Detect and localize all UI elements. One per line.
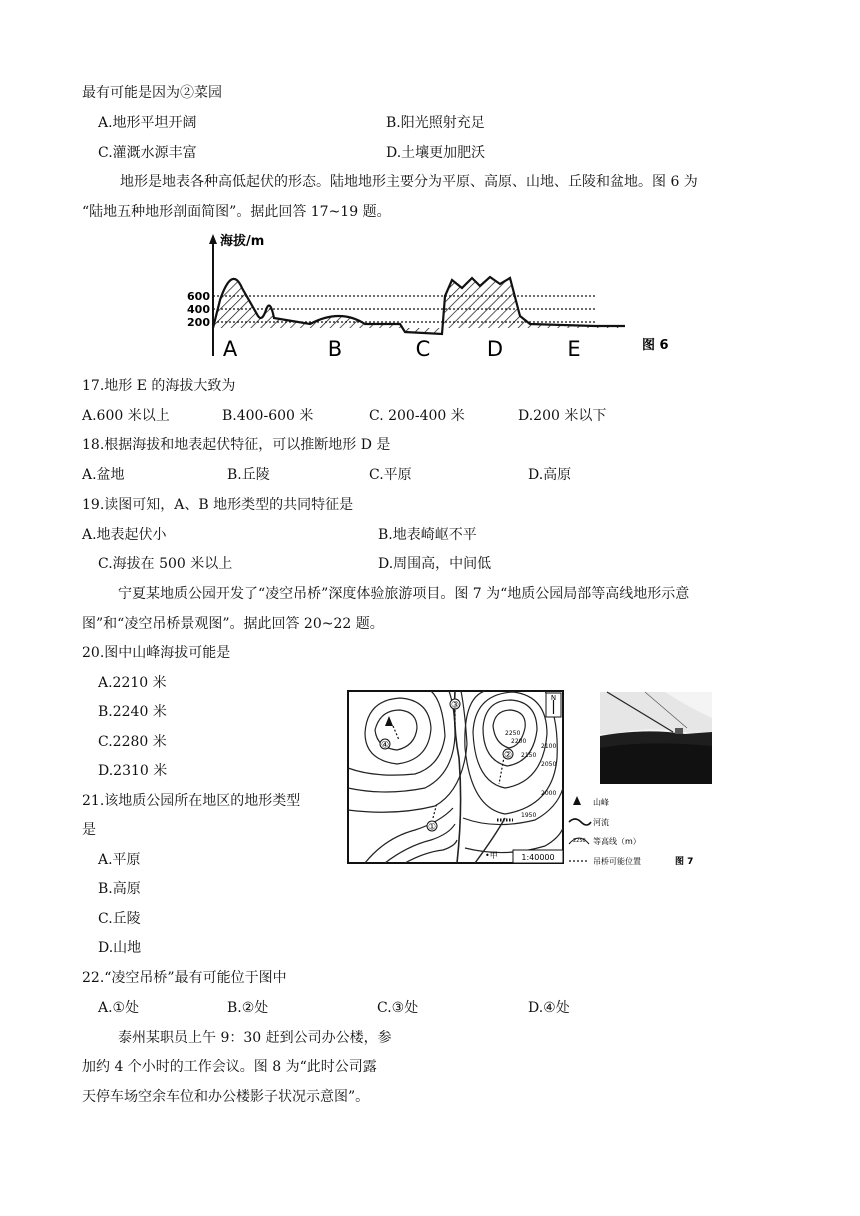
- terrain-letter-c: C: [415, 337, 431, 361]
- contour-label-2100: 2100: [541, 743, 557, 750]
- terrain-letter-e: E: [567, 337, 581, 361]
- marker-1: ①: [427, 822, 437, 833]
- marker-3: ③: [450, 700, 460, 711]
- q20-option-d: D.2310 米: [98, 763, 168, 779]
- contour-label-2000: 2000: [541, 790, 557, 797]
- q16-option-d: D.土壤更加肥沃: [386, 145, 486, 161]
- figure-6-terrain-profile: [180, 230, 680, 365]
- q20-stem: 20.图中山峰海拔可能是: [82, 645, 231, 661]
- figure-7-contour-map: [345, 688, 725, 870]
- legend-contour-number: 2250: [573, 838, 586, 844]
- q18-option-c: C.平原: [369, 467, 412, 483]
- parking-intro-line3: 天停车场空余车位和办公楼影子状况示意图”。: [82, 1089, 370, 1105]
- terrain-letter-a: A: [222, 337, 238, 361]
- q16-option-b: B.阳光照射充足: [386, 115, 485, 131]
- q19-option-a: A.地表起伏小: [82, 527, 167, 543]
- figure-7-caption: 图 7: [675, 857, 694, 867]
- terrain-letter-b: B: [327, 337, 343, 361]
- north-label: N: [550, 694, 557, 702]
- legend-contour: 等高线（m）: [593, 837, 641, 846]
- park-intro-line1: 宁夏某地质公园开发了“凌空吊桥”深度体验旅游项目。图 7 为“地质公园局部等高线地形示意: [118, 586, 690, 602]
- q17-option-d: D.200 米以下: [518, 408, 607, 424]
- peak-legend-icon: [573, 796, 581, 805]
- lead-line: 最有可能是因为②菜园: [82, 85, 222, 101]
- terrain-intro-line2: “陆地五种地形剖面简图”。据此回答 17~19 题。: [82, 204, 391, 220]
- q16-option-c: C.灌溉水源丰富: [98, 145, 197, 161]
- legend-peak: 山峰: [593, 798, 609, 807]
- q22-option-c: C.③处: [377, 1000, 419, 1016]
- q22-option-d: D.④处: [528, 1000, 570, 1016]
- q21-option-a: A.平原: [98, 852, 141, 868]
- q22-option-b: B.②处: [227, 1000, 269, 1016]
- q17-stem: 17.地形 E 的海拔大致为: [82, 378, 236, 394]
- point-jia: •甲: [485, 851, 498, 860]
- parking-intro-line2: 加约 4 个小时的工作会议。图 8 为“此时公司露: [82, 1059, 377, 1075]
- legend-river: 河流: [593, 818, 609, 827]
- q21-option-c: C.丘陵: [98, 911, 141, 927]
- q19-option-c: C.海拔在 500 米以上: [98, 556, 233, 572]
- q18-option-d: D.高原: [528, 467, 572, 483]
- contour-label-2150: 2150: [521, 752, 537, 759]
- contour-label-1950: 1950: [521, 812, 537, 819]
- q19-option-d: D.周围高，中间低: [378, 556, 492, 572]
- park-intro-line2: 图”和“凌空吊桥景观图”。据此回答 20~22 题。: [82, 616, 384, 632]
- q17-option-c: C. 200-400 米: [369, 408, 465, 424]
- contour-label-2050: 2050: [541, 761, 557, 768]
- figure-6-caption: 图 6: [642, 338, 669, 353]
- tick-label-600: 600: [187, 290, 210, 303]
- scale-label: 1:40000: [521, 853, 555, 862]
- parking-intro-line1: 泰州某职员上午 9：30 赶到公司办公楼，参: [118, 1030, 392, 1046]
- q21-option-b: B.高原: [98, 881, 141, 897]
- y-axis-label: 海拔/m: [220, 234, 265, 249]
- q20-option-b: B.2240 米: [98, 704, 167, 720]
- river-legend-icon: [569, 819, 591, 825]
- q18-option-a: A.盆地: [82, 467, 125, 483]
- q16-option-a: A.地形平坦开阔: [98, 115, 197, 131]
- q19-option-b: B.地表崎岖不平: [378, 527, 477, 543]
- q18-option-b: B.丘陵: [227, 467, 270, 483]
- marker-2: ②: [503, 750, 513, 761]
- legend-bridge: 吊桥可能位置: [593, 857, 641, 866]
- tick-label-200: 200: [187, 316, 210, 329]
- q20-option-c: C.2280 米: [98, 734, 167, 750]
- q18-stem: 18.根据海拔和地表起伏特征，可以推断地形 D 是: [82, 437, 391, 453]
- tick-label-400: 400: [187, 303, 210, 316]
- terrain-intro-line1: 地形是地表各种高低起伏的形态。陆地地形主要分为平原、高原、山地、丘陵和盆地。图 6 为: [120, 174, 698, 190]
- contour-label-2250: 2250: [505, 730, 521, 737]
- q20-option-a: A.2210 米: [98, 675, 167, 691]
- q21-stem-line2: 是: [82, 822, 96, 838]
- contour-label-2200: 2200: [511, 738, 527, 745]
- q17-option-b: B.400-600 米: [222, 408, 314, 424]
- q17-option-a: A.600 米以上: [82, 408, 170, 424]
- marker-4: ④: [380, 740, 390, 751]
- q22-stem: 22.“凌空吊桥”最有可能位于图中: [82, 970, 287, 986]
- bridge-photo: [600, 692, 712, 784]
- terrain-letter-d: D: [486, 337, 504, 361]
- q19-stem: 19.读图可知，A、B 地形类型的共同特征是: [82, 497, 354, 513]
- q21-stem-line1: 21.该地质公园所在地区的地形类型: [82, 793, 301, 809]
- q21-option-d: D.山地: [98, 940, 142, 956]
- q22-option-a: A.①处: [98, 1000, 140, 1016]
